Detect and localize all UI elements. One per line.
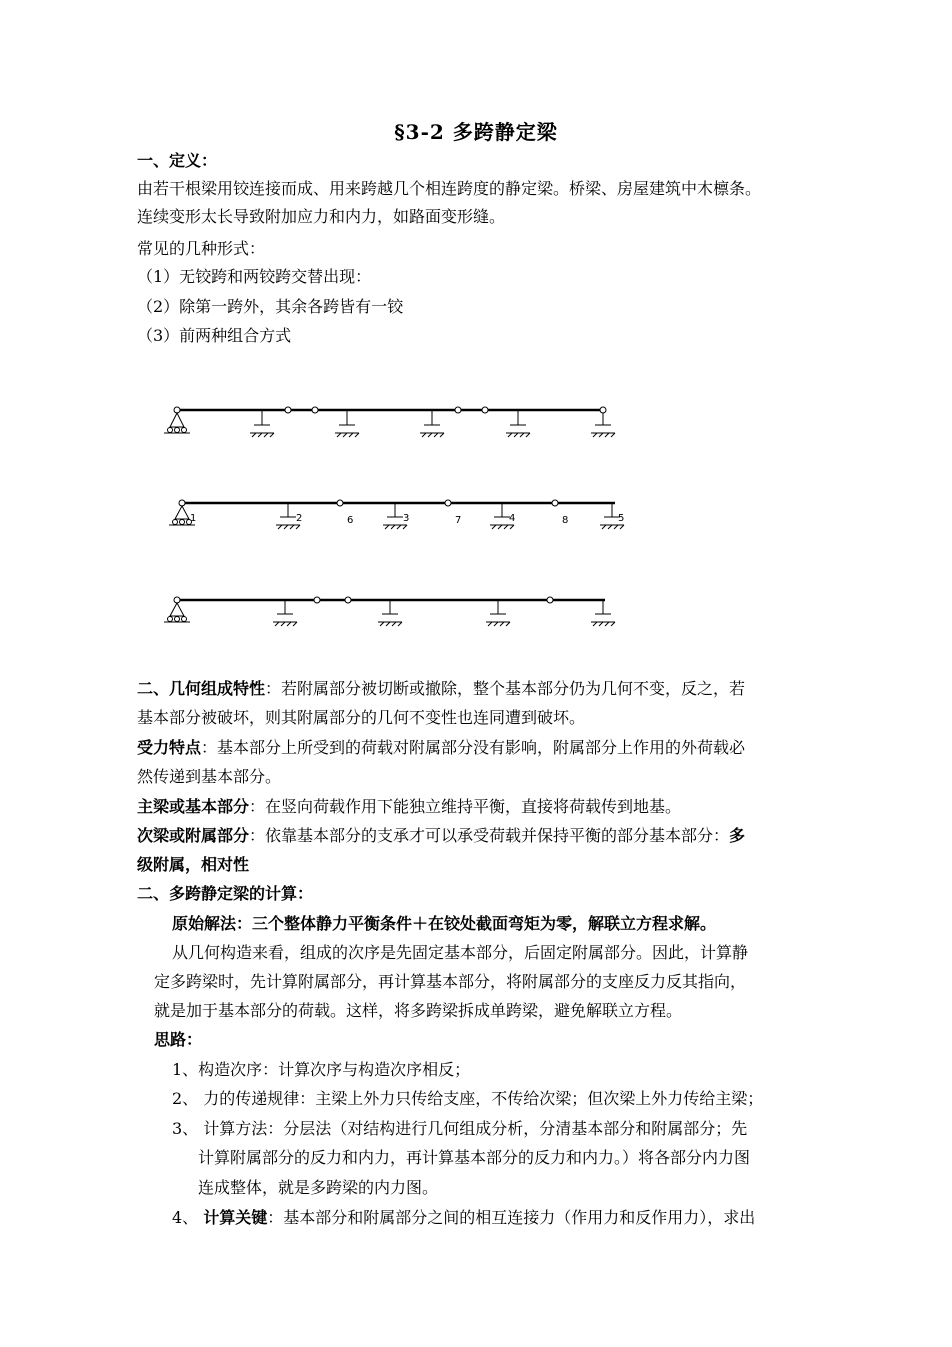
step-3-line-3: 连成整体，就是多跨梁的内力图。 (198, 1178, 439, 1197)
step-1: 1、构造次序：计算次序与构造次序相反； (172, 1060, 471, 1079)
main-beam-text: ：在竖向荷载作用下能独立维持平衡，直接将荷载传到地基。 (249, 797, 682, 816)
step-3-line-1: 3、 计算方法：分层法（对结构进行几何组成分析，分清基本部分和附属部分；先 (172, 1119, 748, 1138)
step-4-text: ：基本部分和附属部分之间的相互连接力（作用力和反作用力），求出 (267, 1208, 756, 1227)
form-item-1: （1）无铰跨和两铰跨交替出现： (137, 267, 372, 286)
definition-line-1: 由若干根梁用铰连接而成、用来跨越几个相连跨度的静定梁。桥梁、房屋建筑中木檩条。 (137, 179, 762, 198)
secondary-beam-line (137, 823, 745, 849)
forms-intro: 常见的几种形式： (137, 239, 266, 258)
node-label-7: 7 (455, 515, 462, 526)
section-definition-heading: 一、定义： (137, 151, 218, 170)
node-label-4: 4 (509, 513, 516, 524)
secondary-beam-tail: 多 (729, 826, 746, 845)
force-text-1: ：基本部分上所受到的荷载对附属部分没有影响，附属部分上作用的外荷载必 (201, 738, 746, 757)
geometry-line-1 (137, 676, 745, 702)
calc-para-line-2: 定多跨梁时，先计算附属部分，再计算基本部分，将附属部分的支座反力反其指向， (154, 972, 747, 991)
node-label-8: 8 (562, 515, 569, 526)
main-beam-heading: 主梁或基本部分 (137, 797, 250, 816)
step-3-line-2: 计算附属部分的反力和内力，再计算基本部分的反力和内力。）将各部分内力图 (198, 1148, 751, 1167)
calc-para-line-3: 就是加于基本部分的荷载。这样，将多跨梁拆成单跨梁，避免解联立方程。 (154, 1001, 683, 1020)
form-item-3: （3）前两种组合方式 (137, 326, 292, 345)
form-item-2: （2）除第一跨外，其余各跨皆有一铰 (137, 297, 404, 316)
force-heading: 受力特点 (137, 738, 202, 757)
node-label-5: 5 (618, 513, 625, 524)
step-4 (172, 1205, 755, 1231)
force-line-1 (137, 735, 745, 761)
secondary-beam-line-2: 级附属，相对性 (137, 855, 250, 874)
step-4-heading: 计算关键 (203, 1208, 268, 1227)
node-label-2: 2 (296, 513, 303, 524)
force-line-2: 然传递到基本部分。 (137, 767, 282, 786)
calculation-heading: 二、多跨静定梁的计算： (137, 884, 314, 903)
beam-diagram-3 (164, 597, 615, 626)
beam-diagram-1 (164, 407, 615, 437)
original-method: 原始解法：三个整体静力平衡条件＋在铰处截面弯矩为零，解联立方程求解。 (172, 914, 717, 933)
main-beam-line (137, 794, 681, 820)
node-label-1: 1 (190, 513, 197, 524)
step-4-prefix: 4、 (172, 1208, 204, 1227)
multi-span-beam-diagram (150, 395, 650, 640)
secondary-beam-heading: 次梁或附属部分 (137, 826, 250, 845)
thinking-heading: 思路： (154, 1030, 203, 1049)
calc-para-line-1: 从几何构造来看，组成的次序是先固定基本部分，后固定附属部分。因此，计算静 (172, 943, 749, 962)
step-2: 2、 力的传递规律：主梁上外力只传给支座，不传给次梁；但次梁上外力传给主梁； (172, 1089, 764, 1108)
page-title: §3-2 多跨静定梁 (394, 120, 558, 144)
geometry-heading: 二、几何组成特性 (137, 679, 266, 698)
beam-diagram-2 (169, 500, 624, 529)
secondary-beam-text: ：依靠基本部分的支承才可以承受荷载并保持平衡的部分基本部分： (249, 826, 730, 845)
definition-line-2: 连续变形太长导致附加应力和内力，如路面变形缝。 (137, 207, 506, 226)
node-label-3: 3 (403, 513, 410, 524)
node-label-6: 6 (347, 515, 354, 526)
geometry-line-2: 基本部分被破坏，则其附属部分的几何不变性也连同遭到破坏。 (137, 708, 586, 727)
geometry-text-1: ：若附属部分被切断或撤除，整个基本部分仍为几何不变，反之，若 (265, 679, 746, 698)
